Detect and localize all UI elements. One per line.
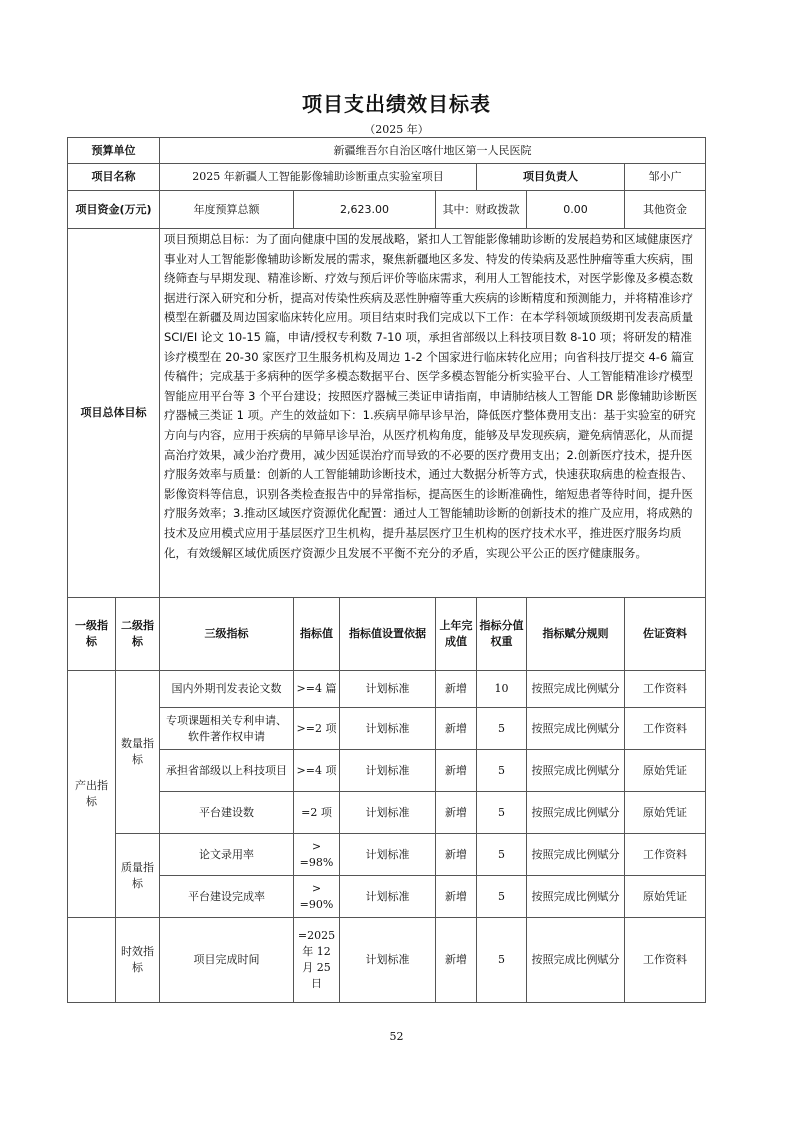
row-weight: 5: [477, 834, 527, 876]
row-last-year: 新增: [436, 708, 477, 750]
row-evidence: 原始凭证: [625, 876, 706, 918]
table-row: [68, 708, 706, 750]
row-basis: 计划标准: [340, 708, 436, 750]
fiscal-value: 0.00: [527, 191, 625, 229]
row-rule: 按照完成比例赋分: [527, 708, 625, 750]
other-funds-label-cell: [625, 191, 706, 229]
row-name: 项目完成时间: [160, 918, 294, 1003]
row-name: 平台建设数: [160, 792, 294, 834]
row-weight: 5: [477, 750, 527, 792]
row-evidence: 工作资料: [625, 708, 706, 750]
table-row: [68, 918, 706, 1003]
other-funds-label: 其他资金: [643, 202, 687, 216]
header-level1: 一级指标: [68, 598, 116, 671]
level2-timeliness: 时效指标: [116, 918, 160, 1003]
table-row: [68, 834, 706, 876]
fiscal-label: 其中：财政拨款: [436, 191, 527, 229]
row-last-year: 新增: [436, 876, 477, 918]
row-name: 承担省部级以上科技项目: [160, 750, 294, 792]
header-basis: 指标值设置依据: [340, 598, 436, 671]
level2-quantity: 数量指标: [116, 671, 160, 834]
row-weight: 5: [477, 708, 527, 750]
row-weight: 5: [477, 918, 527, 1003]
row-last-year: 新增: [436, 792, 477, 834]
year-label: （2025 年）: [364, 123, 429, 136]
row-last-year: 新增: [436, 918, 477, 1003]
annual-budget-value: 2,623.00: [294, 191, 436, 229]
row-weight: 5: [477, 876, 527, 918]
level1-blank: [68, 918, 116, 1003]
row-evidence: 工作资料: [625, 834, 706, 876]
performance-target-table: [67, 137, 706, 1003]
row-basis: 计划标准: [340, 750, 436, 792]
row-weight: 10: [477, 671, 527, 708]
row-basis: 计划标准: [340, 834, 436, 876]
project-name-value: 2025 年新疆人工智能影像辅助诊断重点实验室项目: [160, 164, 477, 191]
row-evidence: 原始凭证: [625, 792, 706, 834]
row-last-year: 新增: [436, 750, 477, 792]
row-name: 国内外期刊发表论文数: [160, 671, 294, 708]
row-rule: 按照完成比例赋分: [527, 834, 625, 876]
row-rule: 按照完成比例赋分: [527, 792, 625, 834]
page-number: 52: [389, 1030, 404, 1043]
row-value: >=4 篇: [294, 671, 340, 708]
project-name-label: 项目名称: [68, 164, 160, 191]
header-evidence: 佐证资料: [625, 598, 706, 671]
header-level2: 二级指标: [116, 598, 160, 671]
header-last-year: 上年完成值: [436, 598, 477, 671]
table-row: [68, 671, 706, 708]
budget-unit-value: 新疆维吾尔自治区喀什地区第一人民医院: [160, 138, 706, 164]
row-basis: 计划标准: [340, 792, 436, 834]
table-row: [68, 876, 706, 918]
row-rule: 按照完成比例赋分: [527, 671, 625, 708]
row-rule: 按照完成比例赋分: [527, 918, 625, 1003]
row-last-year: 新增: [436, 834, 477, 876]
overall-goal-label: 项目总体目标: [68, 229, 160, 598]
row-name: 专项课题相关专利申请、软件著作权申请: [160, 708, 294, 750]
row-rule: 按照完成比例赋分: [527, 750, 625, 792]
page-title: 项目支出绩效目标表: [302, 92, 491, 116]
row-name: 论文录用率: [160, 834, 294, 876]
row-value: >=2 项: [294, 708, 340, 750]
row-name: 平台建设完成率: [160, 876, 294, 918]
project-leader-value: 邹小广: [625, 164, 706, 191]
row-value: =2025 年 12 月 25 日: [294, 918, 340, 1003]
row-value: > =90%: [294, 876, 340, 918]
row-last-year: 新增: [436, 671, 477, 708]
row-evidence: 工作资料: [625, 918, 706, 1003]
level1-output: 产出指标: [68, 671, 116, 918]
table-row: [68, 750, 706, 792]
header-weight: 指标分值权重: [477, 598, 527, 671]
row-rule: 按照完成比例赋分: [527, 876, 625, 918]
annual-budget-label: 年度预算总额: [160, 191, 294, 229]
row-basis: 计划标准: [340, 918, 436, 1003]
funding-label: 项目资金(万元): [68, 191, 160, 229]
row-evidence: 工作资料: [625, 671, 706, 708]
header-level3: 三级指标: [160, 598, 294, 671]
row-value: =2 项: [294, 792, 340, 834]
header-value: 指标值: [294, 598, 340, 671]
overall-goal-text: 项目预期总目标：为了面向健康中国的发展战略，紧扣人工智能影像辅助诊断的发展趋势和区域健康医疗事业对人工智能影像辅助诊断发展的需求，聚焦新疆地区多发、特发的传染病及恶性肿瘤等重大疾病，围绕筛查与早期发现、精准诊断、疗效与预后评价等临床需求，利用人工智能技术，对医学影像及多模态数据进行深入研究和分析，提高对传染性疾病及恶性肿瘤等重大疾病的诊断精度和预测能力，并将精准诊疗模型在新疆及周边国家临床转化应用。项目结束时我们完成以下工作：在本学科领域顶级期刊发表高质量 SCI/EI 论文 10-15 篇，申请/授权专利数 7-10 项，承担省部级以上科技项目数 8-10 项；将研发的精准诊疗模型在 20-30 家医疗卫生服务机构及周边 1-2 个国家进行临床转化应用；向省科技厅提交 4-6 篇宣传稿件；完成基于多病种的医学多模态数据平台、医学多模态智能分析实验平台、人工智能精准诊疗模型智能应用平台等 3 个平台建设；按照医疗器械三类证申请指南，申请肺结核人工智能 DR 影像辅助诊断医疗器械三类证 1 项。产生的效益如下：1.疾病早筛早诊早治，降低医疗整体费用支出：基于实验室的研究方向与内容，应用于疾病的早筛早诊早治，从医疗机构角度，能够及早发现疾病，避免病情恶化，从而提高治疗效果，减少治疗费用，减少因延误治疗而导致的不必要的医疗费用支出；2.创新医疗技术，提升医疗服务效率与质量：创新的人工智能辅助诊断技术，通过大数据分析等方式，快速获取病患的检查报告、影像资料等信息，识别各类检查报告中的异常指标，提高医生的诊断准确性，缩短患者等待时间，提升医疗服务效率；3.推动区域医疗资源优化配置：通过人工智能辅助诊断的创新技术的推广及应用，将成熟的技术及应用模式应用于基层医疗卫生机构，提升基层医疗卫生机构的医疗技术水平，推进医疗服务均质化，有效缓解区域优质医疗资源少且发展不平衡不充分的矛盾，实现公平公正的医疗健康服务。: [160, 229, 706, 598]
row-evidence: 原始凭证: [625, 750, 706, 792]
project-leader-label: 项目负责人: [477, 164, 625, 191]
row-basis: 计划标准: [340, 671, 436, 708]
level2-quality: 质量指标: [116, 834, 160, 918]
row-value: > =98%: [294, 834, 340, 876]
budget-unit-label: 预算单位: [68, 138, 160, 164]
header-rule: 指标赋分规则: [527, 598, 625, 671]
row-value: >=4 项: [294, 750, 340, 792]
table-row: [68, 792, 706, 834]
row-basis: 计划标准: [340, 876, 436, 918]
row-weight: 5: [477, 792, 527, 834]
